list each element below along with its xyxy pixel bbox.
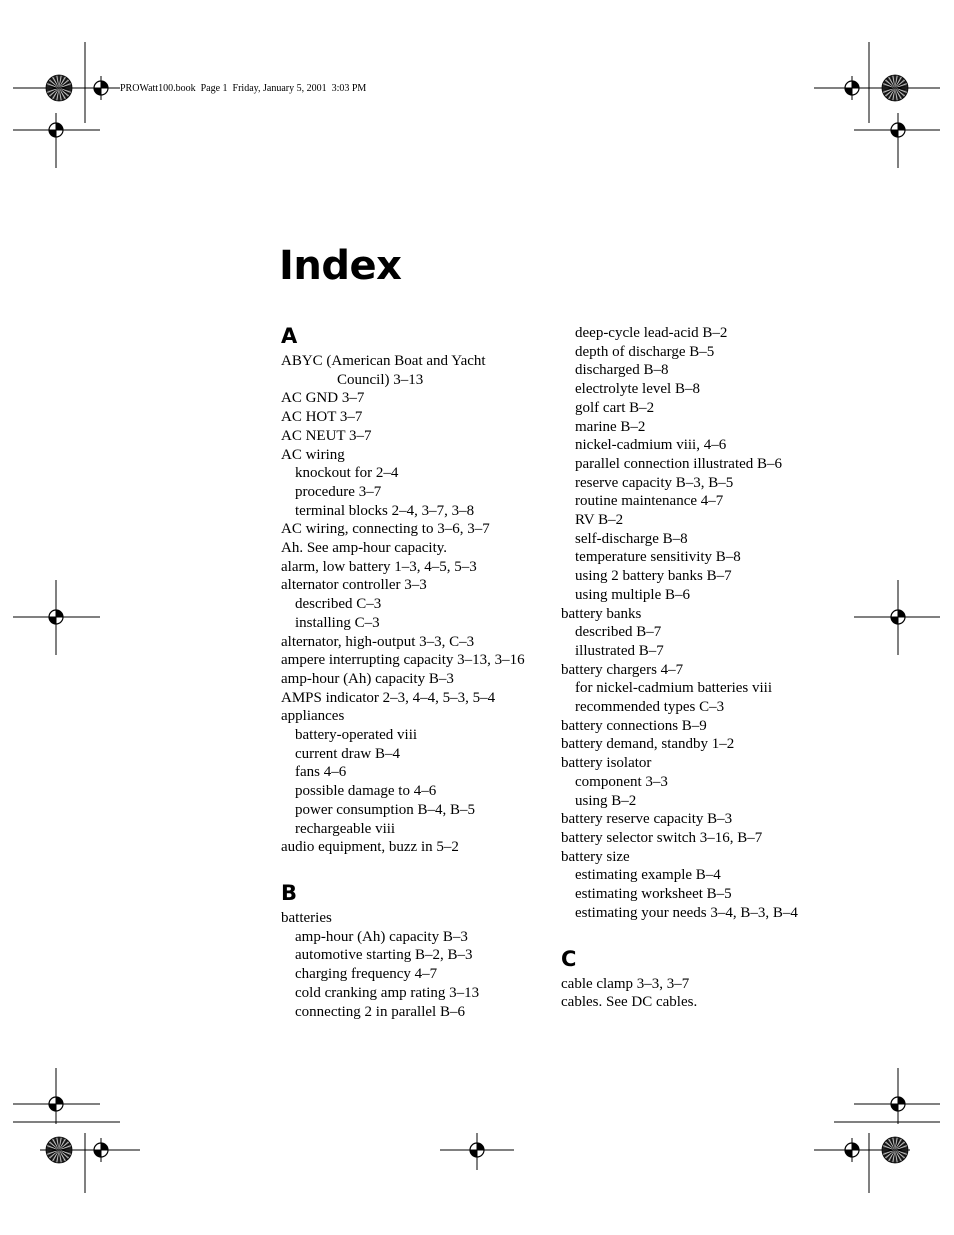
index-entry: AC NEUT 3–7 [281,427,372,444]
index-entry: amp-hour (Ah) capacity B–3 [281,670,454,687]
index-subentry: described B–7 [575,624,662,641]
page-title: Index [279,243,402,289]
index-section-letter: A [281,324,298,348]
index-subentry: installing C–3 [295,614,380,631]
index-entry: alternator controller 3–3 [281,577,427,594]
index-entry: battery demand, standby 1–2 [561,736,735,753]
index-entry-continuation: Council) 3–13 [337,371,424,388]
index-entry: AC HOT 3–7 [281,409,363,426]
index-entry: AC wiring, connecting to 3–6, 3–7 [281,521,490,538]
index-subentry: cold cranking amp rating 3–13 [295,984,480,1001]
index-subentry: deep-cycle lead-acid B–2 [575,325,728,341]
index-section-letter: B [281,880,298,905]
index-subentry: automotive starting B–2, B–3 [295,947,473,964]
index-entry: AC wiring [281,446,345,463]
index-entry: AMPS indicator 2–3, 4–4, 5–3, 5–4 [281,689,496,706]
index-entry: ampere interrupting capacity 3–13, 3–16 [281,652,525,669]
index-subentry: possible damage to 4–6 [295,783,437,800]
registration-mark-icon [886,118,910,142]
index-subentry: reserve capacity B–3, B–5 [575,474,734,491]
index-subentry: connecting 2 in parallel B–6 [295,1003,465,1020]
registration-mark-icon [44,1092,68,1116]
index-subentry: recommended types C–3 [575,699,725,716]
index-column-right [561,324,851,1012]
registration-mark-icon [44,118,68,142]
index-subentry: charging frequency 4–7 [295,966,438,983]
index-subentry: using 2 battery banks B–7 [575,568,732,585]
index-subentry: nickel-cadmium viii, 4–6 [575,437,727,454]
index-entry: battery size [561,848,630,865]
registration-mark-icon [465,1138,489,1162]
index-entry: alarm, low battery 1–3, 4–5, 5–3 [281,558,477,575]
index-subentry: estimating worksheet B–5 [575,886,732,903]
print-header-info: PROWatt100.book Page 1 Friday, January 5, 2001 3:03 PM [120,83,367,94]
index-subentry: temperature sensitivity B–8 [575,549,741,566]
index-entry: audio equipment, buzz in 5–2 [281,839,459,856]
index-entry: battery selector switch 3–16, B–7 [561,829,763,846]
index-subentry: component 3–3 [575,773,668,790]
index-entry: ABYC (American Boat and Yacht [281,353,486,369]
index-section-letter: C [561,946,577,971]
index-subentry: discharged B–8 [575,362,669,379]
index-entry: cable clamp 3–3, 3–7 [561,975,690,992]
index-subentry: depth of discharge B–5 [575,343,715,360]
index-subentry: current draw B–4 [295,745,400,762]
registration-mark-icon [89,1138,113,1162]
index-entry: appliances [281,708,345,725]
registration-mark-icon [840,76,864,100]
index-subentry: routine maintenance 4–7 [575,493,724,510]
registration-mark-icon [89,76,113,100]
index-entry: battery chargers 4–7 [561,661,684,678]
index-subentry: for nickel-cadmium batteries viii [575,680,773,697]
index-entry: batteries [281,909,332,926]
index-entry: Ah. See amp-hour capacity. [281,540,448,557]
index-subentry: estimating example B–4 [575,867,721,884]
index-subentry: procedure 3–7 [295,483,382,500]
index-subentry: self-discharge B–8 [575,530,688,547]
index-subentry: illustrated B–7 [575,642,664,659]
registration-mark-icon [840,1138,864,1162]
index-subentry: estimating your needs 3–4, B–3, B–4 [575,904,798,921]
registration-mark-icon [44,605,68,629]
index-subentry: described C–3 [295,596,382,613]
index-subentry: battery-operated viii [295,727,418,744]
index-entry: alternator, high-output 3–3, C–3 [281,633,475,650]
index-entry: battery connections B–9 [561,717,707,734]
index-entry: cables. See DC cables. [561,994,698,1011]
index-column-left [281,322,571,1021]
index-subentry: golf cart B–2 [575,399,655,416]
index-subentry: amp-hour (Ah) capacity B–3 [295,928,468,945]
index-entry: battery reserve capacity B–3 [561,811,733,828]
index-subentry: power consumption B–4, B–5 [295,801,475,818]
index-entry: AC GND 3–7 [281,390,365,407]
index-entry: battery banks [561,605,642,622]
index-subentry: marine B–2 [575,418,646,435]
index-subentry: using B–2 [575,792,637,809]
index-subentry: knockout for 2–4 [295,465,399,482]
index-subentry: fans 4–6 [295,764,347,781]
registration-mark-icon [886,605,910,629]
registration-mark-icon [886,1092,910,1116]
index-subentry: rechargeable viii [295,820,396,837]
index-subentry: electrolyte level B–8 [575,381,700,398]
index-entry: battery isolator [561,755,652,772]
index-subentry: using multiple B–6 [575,586,691,603]
index-subentry: RV B–2 [575,512,624,529]
index-subentry: terminal blocks 2–4, 3–7, 3–8 [295,502,475,519]
index-subentry: parallel connection illustrated B–6 [575,455,783,472]
